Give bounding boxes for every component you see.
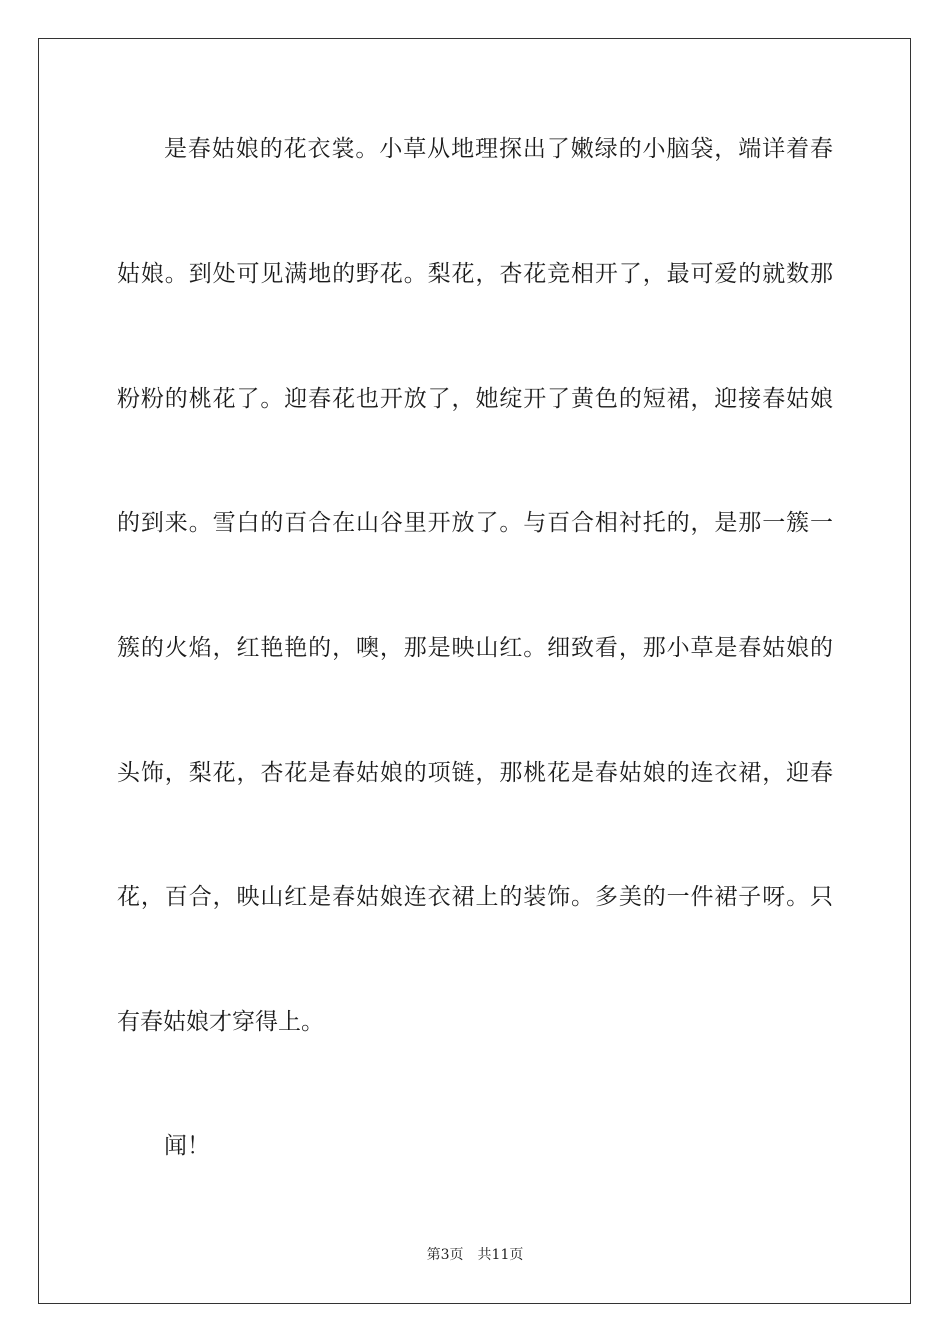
- text-line: 闻！: [164, 1133, 210, 1159]
- text-line: 有春姑娘才穿得上。: [117, 1009, 324, 1035]
- page-frame: [38, 38, 911, 1304]
- text-line: 花，百合，映山红是春姑娘连衣裙上的装饰。多美的一件裙子呀。只: [117, 884, 833, 910]
- page-number: 第3页: [426, 1247, 464, 1263]
- text-line: 粉粉的桃花了。迎春花也开放了，她绽开了黄色的短裙，迎接春姑娘: [117, 386, 833, 412]
- page-footer: [0, 1244, 950, 1264]
- text-line: 是春姑娘的花衣裳。小草从地理探出了嫩绿的小脑袋，端详着春: [164, 136, 833, 162]
- text-line: 簇的火焰，红艳艳的，噢，那是映山红。细致看，那小草是春姑娘的: [117, 635, 833, 661]
- text-line: 姑娘。到处可见满地的野花。梨花，杏花竞相开了，最可爱的就数那: [117, 261, 833, 287]
- text-line: 的到来。雪白的百合在山谷里开放了。与百合相衬托的，是那一簇一: [117, 510, 833, 536]
- page-total: 共11页: [477, 1247, 524, 1263]
- text-line: 头饰，梨花，杏花是春姑娘的项链，那桃花是春姑娘的连衣裙，迎春: [117, 760, 833, 786]
